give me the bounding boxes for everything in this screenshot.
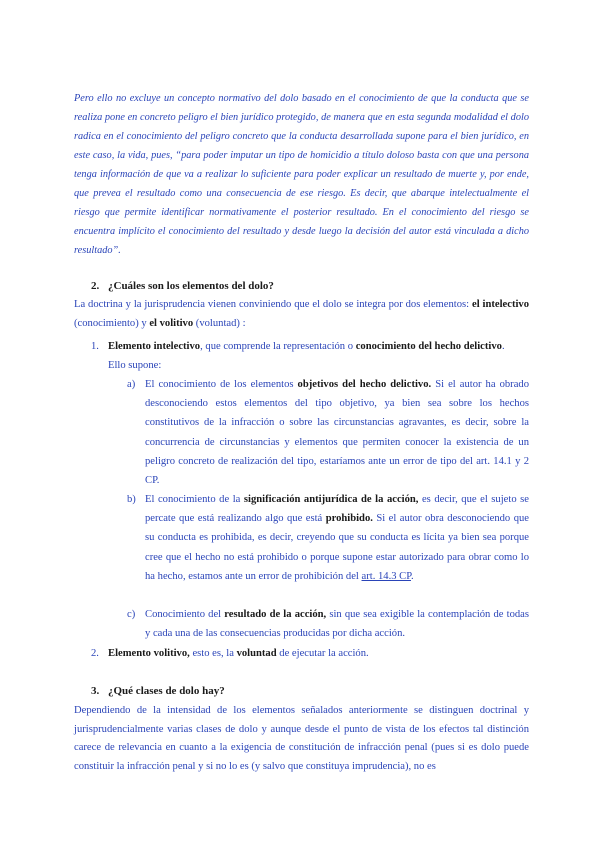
section-3-heading (91, 685, 225, 697)
section-2-title: ¿Cuáles son los elementos del dolo? (108, 280, 274, 292)
list-marker: 2. (91, 648, 99, 659)
article-link[interactable]: art. 14.3 CP (361, 570, 411, 582)
sub-marker-a: a) (127, 379, 136, 390)
sub-item-c: c) Conocimiento del resultado de la acción, sin que sea exigible la contemplación de todas y cada una de las consecuencias producidas por dicha acción. (127, 605, 529, 643)
quoted-paragraph: Pero ello no excluye un concepto normativo del dolo basado en el conocimiento de que la conducta que se realiza pone en concreto peligro el bien jurídico protegido, de manera que en esta segunda modalidad el dolo radica en el conocimiento del peligro concreto que la conducta desarrollada supone para el bien jurídico, en este caso, la vida, pues, “para poder imputar un tipo de homicidio a título doloso basta con que una persona tenga información de que va a realizar lo suficiente para poder explicar un resultado de muerte y, por ende, que prevea el resultado como una consecuencia de ese riesgo. Es decir, que abarque intelectualmente el riesgo que permite identificar normativamente el posterior resultado. En el conocimiento del riesgo se encuentra implícito el conocimiento del resultado y desde luego la decisión del autor está vinculada a dicho resultado”. (74, 93, 529, 256)
section-3-number: 3. (91, 685, 100, 697)
section-2-intro: La doctrina y la jurisprudencia vienen conviniendo que el dolo se integra por dos elementos: el intelectivo (conocimiento) y el volitivo (voluntad) : (74, 299, 530, 329)
list-item-volitive: 2. Elemento volitivo, esto es, la voluntad de ejecutar la acción. (91, 645, 529, 664)
sub-marker-b: b) (127, 494, 136, 505)
section-3-title: ¿Qué clases de dolo hay? (108, 685, 225, 697)
sub-item-b: b) El conocimiento de la significación antijurídica de la acción, es decir, que el sujeto se percate que está realizando algo que está prohibido. Si el autor obra desconociendo que su conducta es prohibida, es decir, creyendo que su conducta es lícita ya bien sea porque cree que el hecho no está prohibido o porque supone estar autorizado para obrar como lo ha hecho, estamos ante un error de prohibición del art. 14.3 CP. (127, 490, 529, 586)
list-item-intellective: 1. Elemento intelectivo, que comprende la representación o conocimiento del hecho delictivo. Ello supone: (91, 338, 529, 375)
sub-item-a: a) El conocimiento de los elementos objetivos del hecho delictivo. Si el autor ha obrado desconociendo estos elementos del tipo objetivo, ya bien sea sobre los hechos constitutivos de la infracción o sobre las circunstancias agravantes, es decir, sobre la concurrencia de circunstancias y elementos que permiten conocer la existencia de un peligro concreto de realización del tipo, estaríamos ante un error de tipo del art. 14.1 y 2 CP. (127, 375, 529, 490)
sub-marker-c: c) (127, 609, 136, 620)
section-2-number: 2. (91, 280, 100, 292)
section-2-heading (91, 280, 274, 292)
section-3-paragraph: Dependiendo de la intensidad de los elementos señalados anteriormente se distinguen doctrinal y jurisprudencialmente varias clases de dolo y aunque desde el punto de vista de los efectos tal distinción carece de relevancia en cuanto a la exigencia de constitución de infracción penal (pues si es dolo puede constituir la infracción penal y si no lo es (y salvo que constituya imprudencia), no es (74, 705, 529, 772)
list-marker: 1. (91, 341, 99, 352)
